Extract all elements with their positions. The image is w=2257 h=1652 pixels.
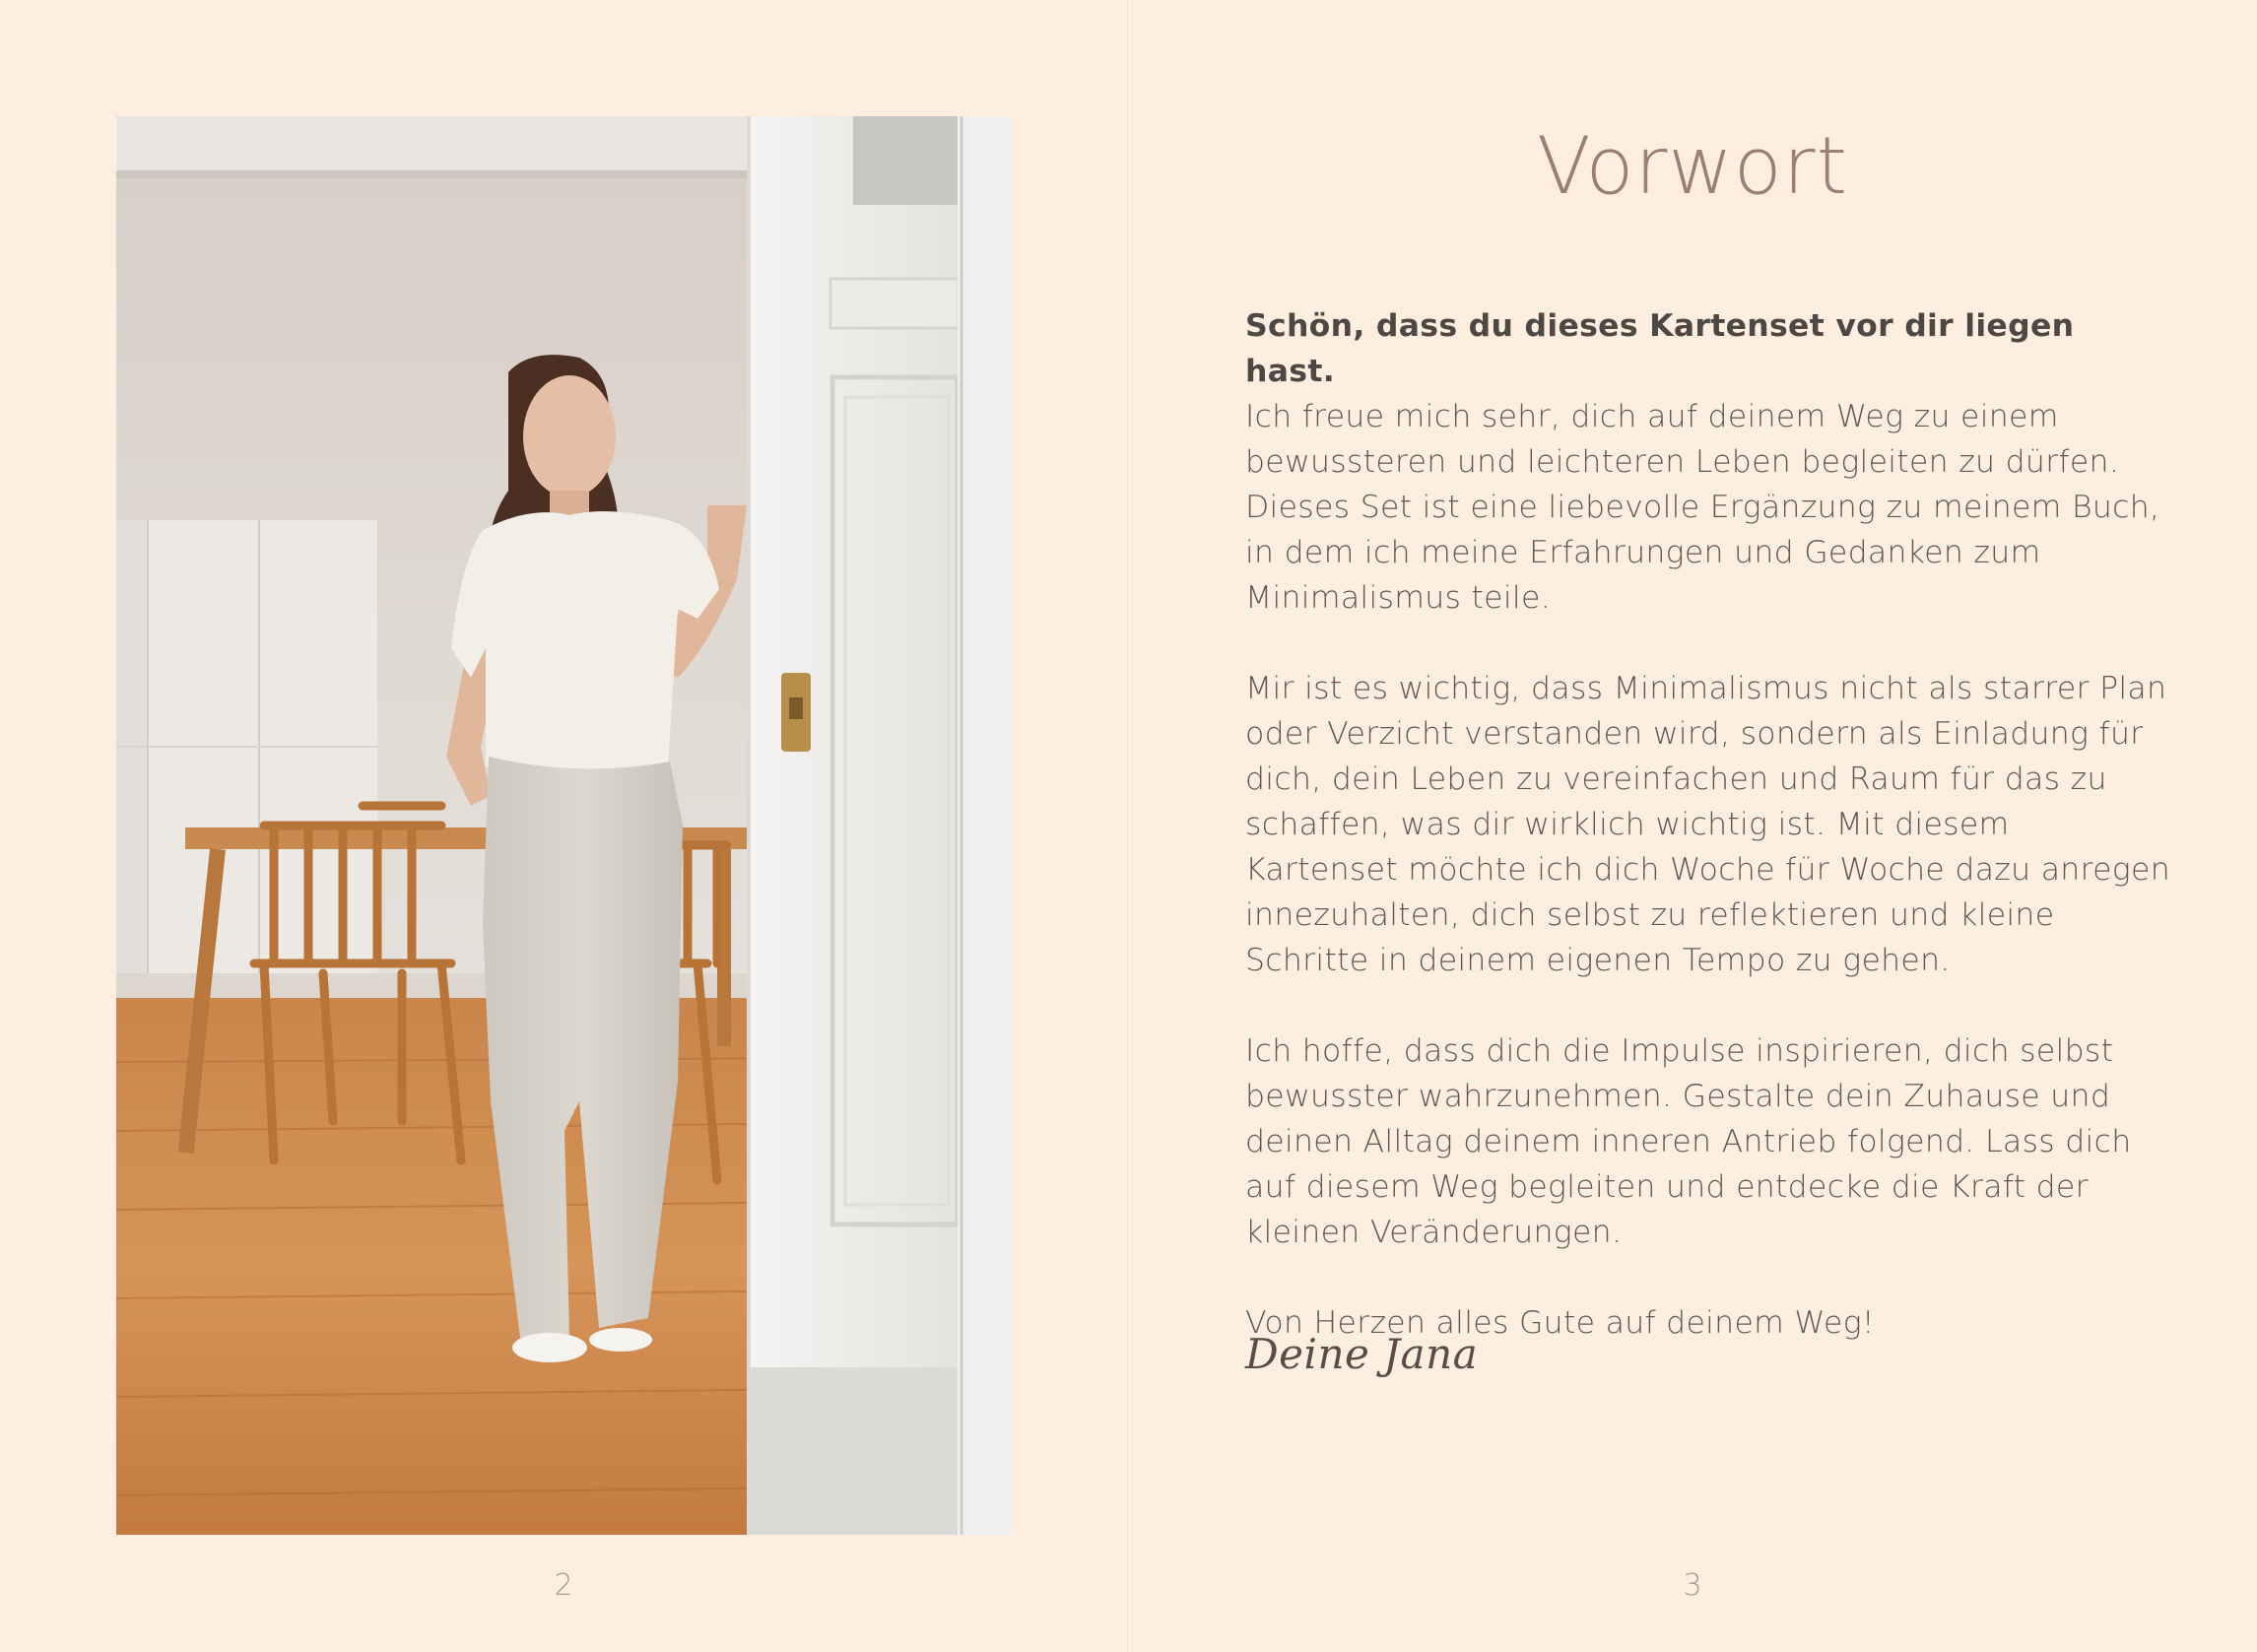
paragraph-intro — [1245, 303, 2171, 621]
page-number-right: 3 — [1683, 1568, 1702, 1603]
paragraph-3: Ich hoffe, dass dich die Impulse inspirieren, dich selbst bewusster wahrzunehmen. Gestalte dein Zuhause und deinen Alltag deinem inneren Antrieb folgend. Lass dich auf diesem Weg begleiten und entdecke die Kraft der kleinen Veränderungen. — [1245, 1033, 2132, 1250]
page-title: Vorwort — [1537, 120, 1848, 212]
portrait-photo — [116, 116, 1013, 1535]
left-page — [0, 0, 1128, 1652]
right-page — [1128, 0, 2257, 1652]
paragraph-2: Mir ist es wichtig, dass Minimalismus nicht als starrer Plan oder Verzicht verstanden wird, sondern als Einladung für dich, dein Leben zu vereinfachen und Raum für das zu schaffen, was dir wirklich wichtig ist. Mit diesem Kartenset möchte ich dich Woche für Woche dazu anregen innezuhalten, dich selbst zu reflektieren und kleine Schritte in deinem eigenen Tempo zu gehen. — [1245, 671, 2170, 978]
lead-sentence: Schön, dass du dieses Kartenset vor dir liegen hast. — [1245, 308, 2075, 389]
foreword-text — [1245, 303, 2171, 1391]
signature: Deine Jana — [1245, 1330, 1479, 1378]
closing-line: Von Herzen alles Gute auf deinem Weg! — [1245, 1305, 1875, 1341]
page-number-left: 2 — [554, 1568, 573, 1603]
paragraph-1: Ich freue mich sehr, dich auf deinem Weg zu einem bewussteren und leichteren Leben begleiten zu dürfen. Dieses Set ist eine liebevolle Ergänzung zu meinem Buch, in dem ich meine Erfahrungen und Gedanken zum Minimalismus teile. — [1245, 399, 2160, 616]
